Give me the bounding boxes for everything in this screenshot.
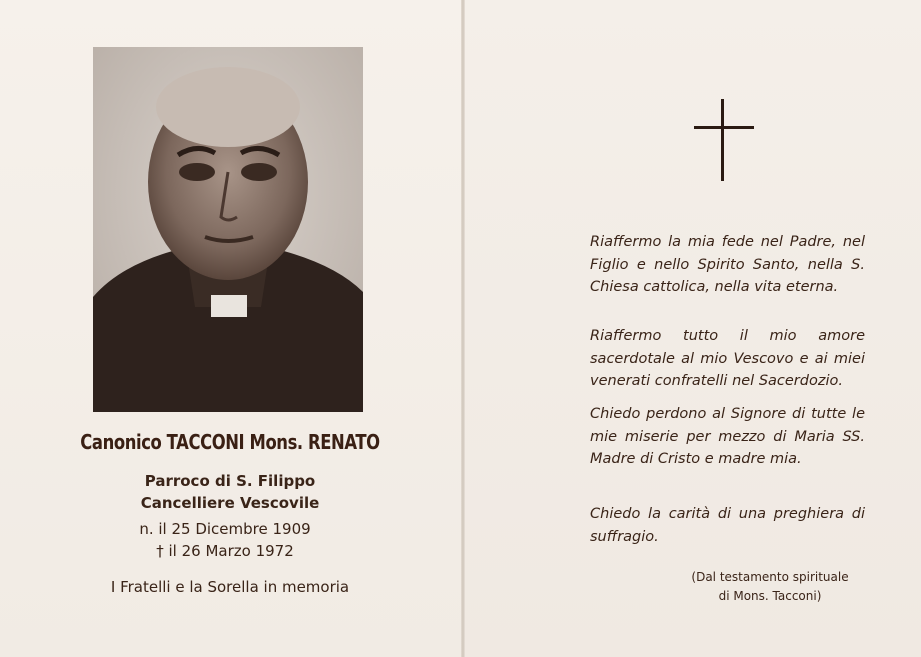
- testament-paragraph: Riaffermo tutto il mio amore sacerdotale al mio Vescovo e ai miei venerati confratelli nel Sacerdozio.: [590, 328, 865, 389]
- source-line-2: di Mons. Tacconi): [718, 589, 822, 603]
- cross-icon: [694, 99, 754, 181]
- card-fold: [461, 0, 465, 657]
- memorial-dedication: I Fratelli e la Sorella in memoria: [110, 578, 350, 596]
- birth-date: n. il 25 Dicembre 1909: [139, 520, 311, 538]
- testament-source: [650, 568, 890, 606]
- portrait-photo: [93, 47, 363, 412]
- source-line-1: (Dal testamento spirituale: [691, 570, 849, 584]
- testament-paragraph: Chiedo perdono al Signore di tutte le mie miserie per mezzo di Maria SS. Madre di Cristo e madre mia.: [590, 406, 865, 467]
- death-date: † il 26 Marzo 1972: [156, 542, 294, 560]
- testament-paragraph: Riaffermo la mia fede nel Padre, nel Figlio e nello Spirito Santo, nella S. Chiesa cattolica, nella vita eterna.: [590, 234, 865, 295]
- role-chancellor: Cancelliere Vescovile: [140, 494, 320, 512]
- deceased-name: Canonico TACCONI Mons. RENATO: [80, 430, 380, 454]
- role-parish: Parroco di S. Filippo: [144, 472, 316, 490]
- testament-paragraph: Chiedo la carità di una preghiera di suffragio.: [590, 506, 865, 545]
